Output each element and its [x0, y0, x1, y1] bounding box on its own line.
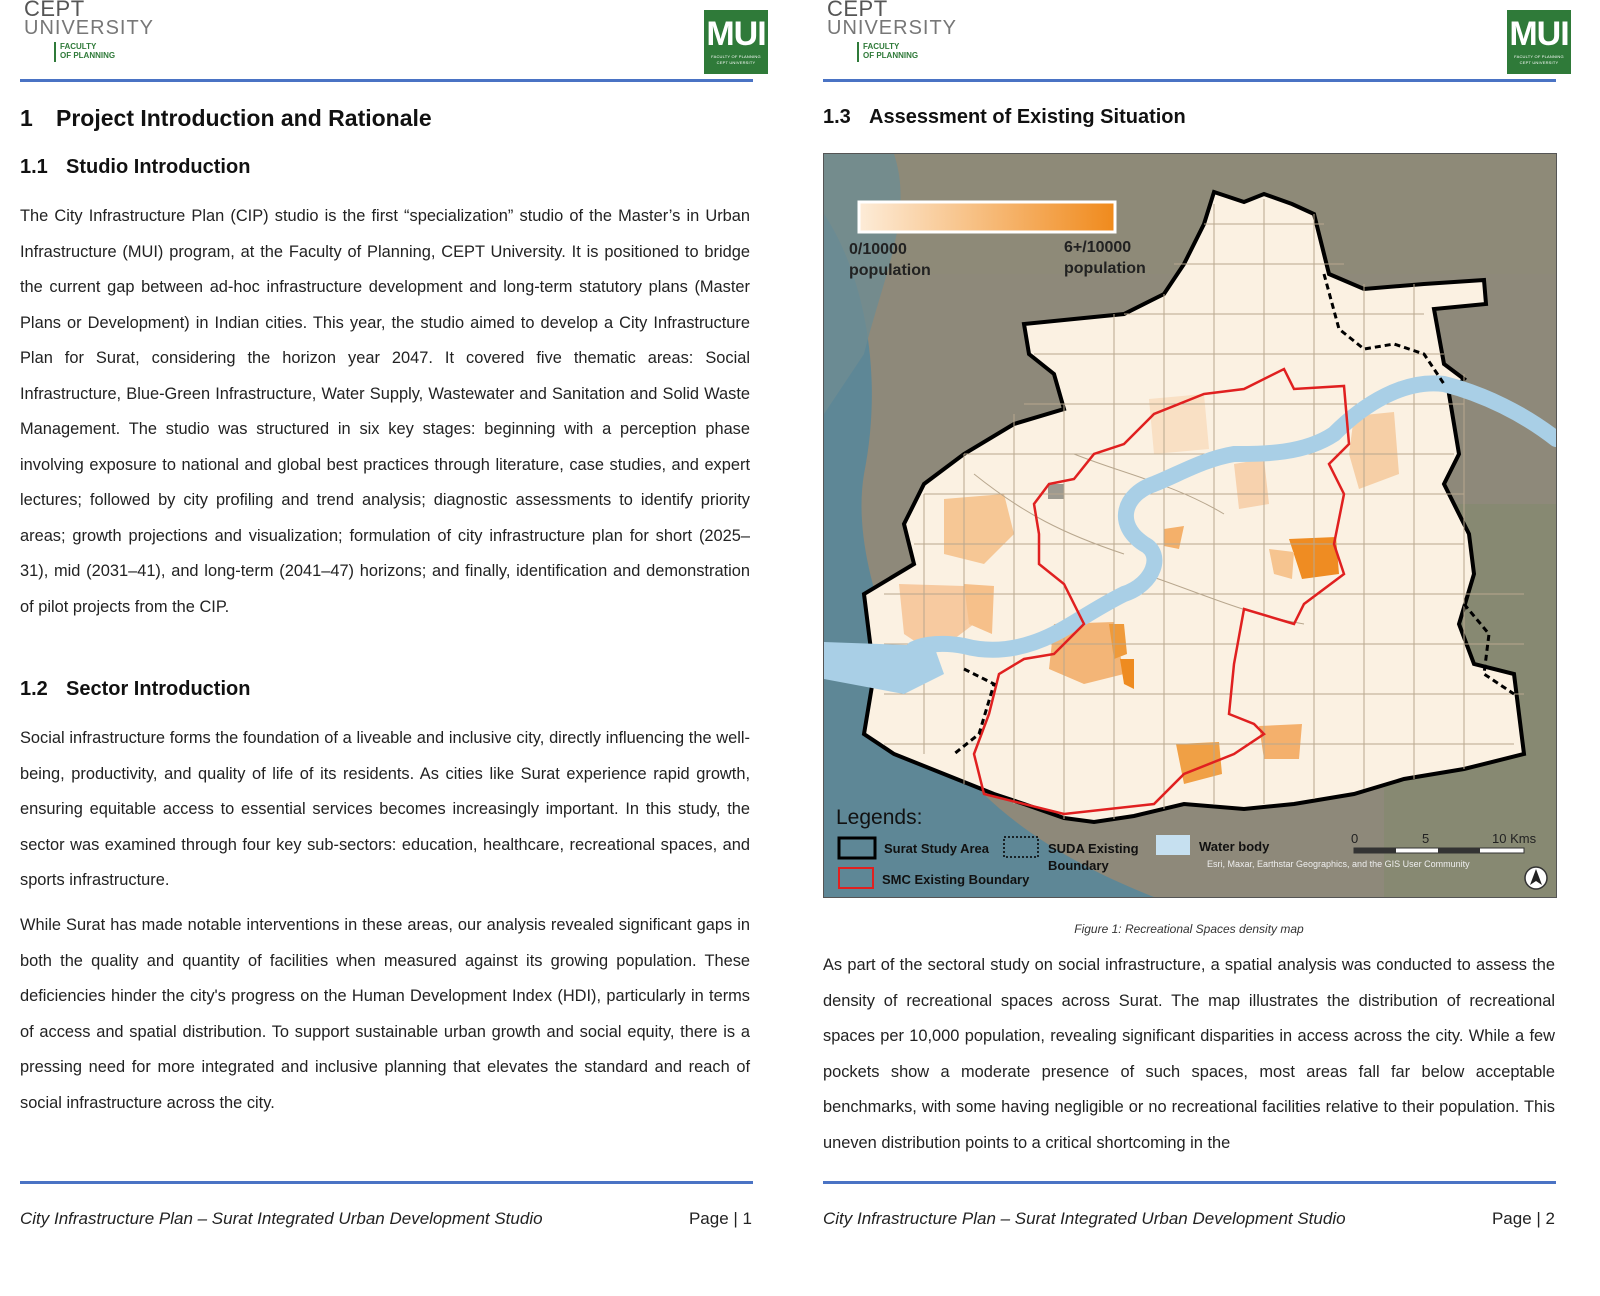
- page-header: [823, 0, 1573, 82]
- mui-logo: MUI FACULTY OF PLANNING CEPT UNIVERSITY: [1507, 10, 1571, 74]
- legend-study-area-label: Surat Study Area: [884, 841, 989, 856]
- heading-1-1: 1.1 Studio Introduction: [20, 156, 251, 178]
- map-svg: [824, 154, 1556, 897]
- footer-rule: [823, 1181, 1556, 1184]
- legend-water-label: Water body: [1199, 839, 1270, 854]
- heading-1-3: 1.3 Assessment of Existing Situation: [823, 106, 1186, 128]
- legend-suda-label: SUDA Existing: [1048, 841, 1139, 856]
- logo-bar: [857, 42, 859, 62]
- logo-text: CEPT: [827, 0, 888, 21]
- legend-min-label: population: [849, 262, 931, 279]
- legend-max-label: 6+/10000: [1064, 239, 1132, 256]
- scale-label: 0: [1351, 831, 1359, 846]
- footer-rule: [20, 1181, 753, 1184]
- logo-text: UNIVERSITY: [827, 17, 958, 39]
- map-attribution: Esri, Maxar, Earthstar Geographics, and the GIS User Community: [1207, 859, 1470, 869]
- heading-1: 1 Project Introduction and Rationale: [20, 105, 432, 131]
- recreational-density-map: [823, 153, 1557, 898]
- cept-university-logo: [24, 0, 154, 64]
- scale-label: 10 Kms: [1492, 831, 1537, 846]
- density-zone: [1048, 484, 1064, 499]
- logo-text: UNIVERSITY: [24, 17, 155, 39]
- logo-text: CEPT: [24, 0, 85, 21]
- footer-title: City Infrastructure Plan – Surat Integrated Urban Development Studio: [823, 1209, 1346, 1228]
- paragraph-gaps: While Surat has made notable interventions in these areas, our analysis revealed significant gaps in both the quality and quantity of facilities when measured against its growing population. These deficiencies hinder the city's progress on the Human Development Index (HDI), particularly in terms of access and spatial distribution. To support sustainable urban growth and social equity, there is a pressing need for more integrated and inclusive planning that elevates the standard and reach of social infrastructure across the city.: [20, 916, 750, 1112]
- page-header: [20, 0, 770, 82]
- legend-suda-label: Boundary: [1048, 858, 1109, 873]
- density-gradient-legend: [859, 202, 1115, 232]
- page-number: Page | 1: [688, 1209, 752, 1228]
- cept-university-logo: [827, 0, 957, 64]
- paragraph-studio-intro: The City Infrastructure Plan (CIP) studio is the first “specialization” studio of the Master’s in Urban Infrastructure (MUI) program, at the Faculty of Planning, CEPT University. It is positioned to bridge the current gap between ad-hoc infrastructure development and long-term statutory plans (Master Plans or Development) in Indian cities. This year, the studio aimed to develop a City Infrastructure Plan for Surat, considering the horizon year 2047. It covered five thematic areas: Social Infrastructure, Blue-Green Infrastructure, Water Supply, Wastewater and Sanitation and Solid Waste Management. The studio was structured in six key stages: beginning with a perception phase involving exposure to national and global best practices through literature, case studies, and expert lectures; followed by city profiling and trend analysis; diagnostic assessments to identify priority areas; growth projections and visualization; formulation of city infrastructure plan for short (2025–31), mid (2031–41), and long-term (2041–47) horizons; and finally, identification and demonstration of pilot projects from the CIP.: [20, 207, 750, 616]
- page-number: Page | 2: [1491, 1209, 1555, 1228]
- header-rule: [823, 79, 1556, 82]
- legends-title: Legends:: [836, 806, 923, 829]
- legend-min-label: 0/10000: [849, 241, 907, 258]
- figure-caption: Figure 1: Recreational Spaces density map: [1074, 922, 1304, 936]
- density-zone: [1259, 724, 1302, 759]
- footer-title: City Infrastructure Plan – Surat Integrated Urban Development Studio: [20, 1209, 543, 1228]
- legend-water-swatch: [1156, 835, 1190, 855]
- mui-logo: MUI FACULTY OF PLANNING CEPT UNIVERSITY: [704, 10, 768, 74]
- header-rule: [20, 79, 753, 82]
- paragraph-assessment: As part of the sectoral study on social infrastructure, a spatial analysis was conducted to assess the density of recreational spaces across Surat. The map illustrates the distribution of recreational spaces per 10,000 population, revealing significant disparities in access across the city. While a few pockets show a moderate presence of such spaces, most areas fall far below acceptable benchmarks, with some having negligible or no recreational facilities relative to their population. This uneven distribution points to a critical shortcoming in the: [823, 956, 1555, 1152]
- page-2: [823, 0, 1573, 1296]
- legend-smc-label: SMC Existing Boundary: [882, 872, 1030, 887]
- logo-text: FACULTY OF PLANNING: [863, 42, 919, 60]
- logo-text: FACULTY OF PLANNING: [60, 42, 116, 60]
- logo-bar: [54, 42, 56, 62]
- heading-1-2: 1.2 Sector Introduction: [20, 678, 251, 700]
- page-1: [20, 0, 770, 1296]
- legend-max-label: population: [1064, 260, 1146, 277]
- paragraph-sector-intro: Social infrastructure forms the foundation of a liveable and inclusive city, directly influencing the well-being, productivity, and quality of life of its residents. As cities like Surat experience rapid growth, ensuring equitable access to essential services becomes increasingly important. In this study, the sector was examined through four key sub-sectors: education, healthcare, recreational spaces, and sports infrastructure.: [20, 729, 750, 889]
- scale-label: 5: [1422, 831, 1430, 846]
